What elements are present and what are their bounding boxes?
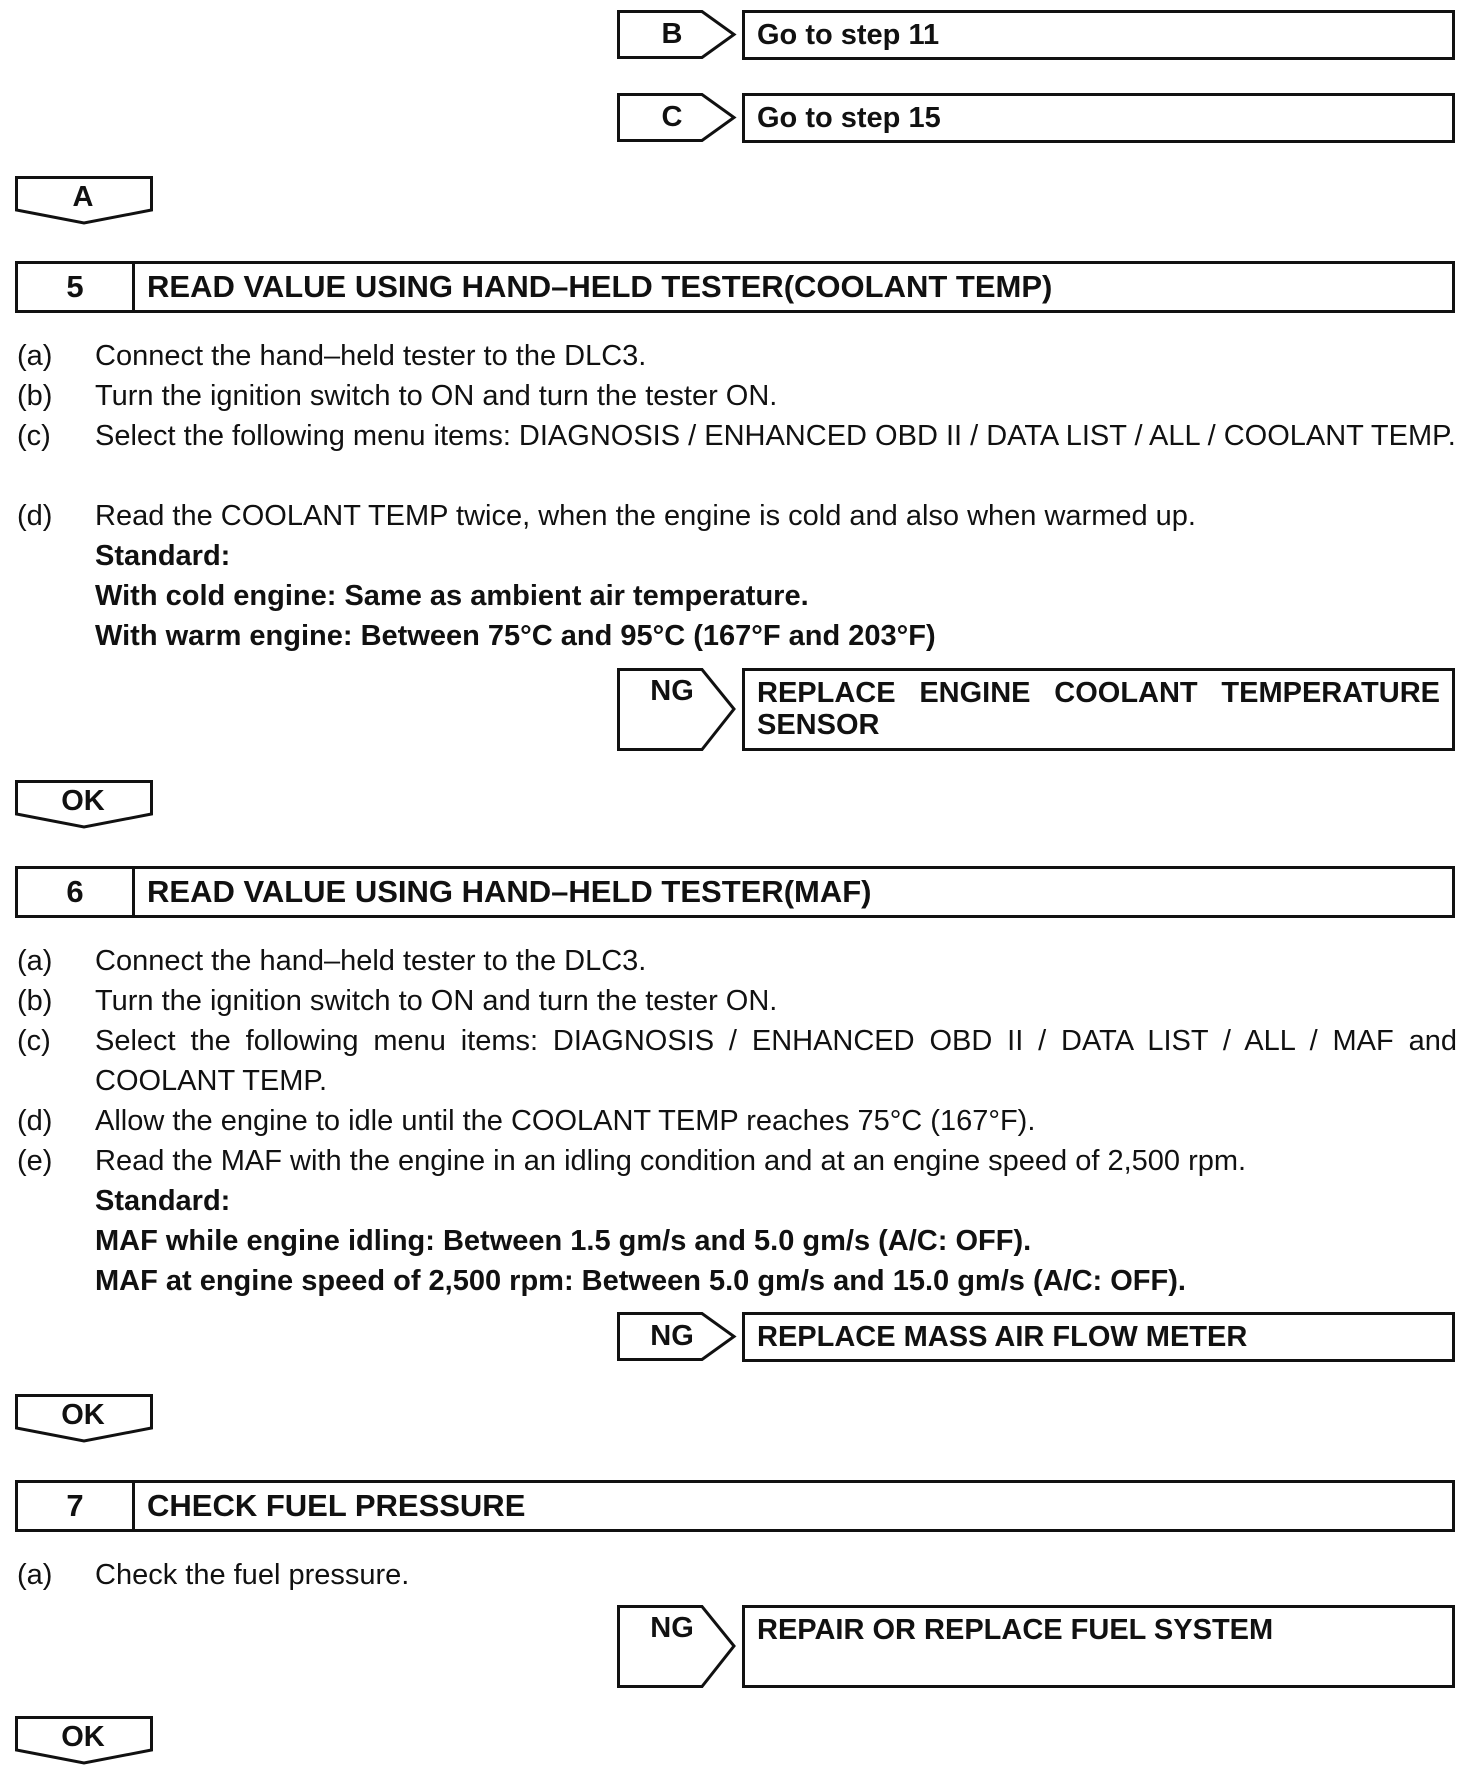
result-tag-label: B [661,18,683,50]
instruction-text: Turn the ignition switch to ON and turn the tester ON. [95,380,778,412]
step-number: 7 [18,1483,135,1529]
ng-result-box-step5 [742,668,1455,751]
result-box-go-to-step-15 [742,93,1455,143]
ng-tag-label: NG [650,675,694,707]
instruction-text: Turn the ignition switch to ON and turn the tester ON. [95,985,778,1017]
instruction-text: Read the MAF with the engine in an idling condition and at an engine speed of 2,500 rpm. [95,1145,1247,1177]
item-mark: (a) [17,1559,53,1591]
step-title: READ VALUE USING HAND–HELD TESTER(MAF) [147,874,872,909]
ng-tag-label: NG [650,1320,694,1352]
result-text: Go to step 11 [757,19,940,51]
item-mark: (c) [17,420,51,452]
ng-result-text: REPLACE MASS AIR FLOW METER [757,1321,1248,1353]
instruction-text: Connect the hand–held tester to the DLC3. [95,945,647,977]
result-box-go-to-step-11 [742,10,1455,60]
step-title: CHECK FUEL PRESSURE [147,1488,526,1523]
step-number: 6 [18,869,135,915]
standard-line: With warm engine: Between 75°C and 95°C (167°F and 203°F) [95,620,936,652]
instruction-text: Select the following menu items: DIAGNOSIS / ENHANCED OBD II / DATA LIST / ALL / COOLANT TEMP. [95,420,1456,452]
item-mark: (d) [17,500,53,532]
standard-label: Standard: [95,540,231,572]
item-mark: (a) [17,945,53,977]
step-number: 5 [18,264,135,310]
standard-line: With cold engine: Same as ambient air temperature. [95,580,809,612]
item-mark: (b) [17,985,53,1017]
ng-result-box-step7 [742,1605,1455,1688]
step-title: READ VALUE USING HAND–HELD TESTER(COOLANT TEMP) [147,269,1053,304]
item-mark: (e) [17,1145,53,1177]
instruction-text: Select the following menu items: DIAGNOSIS / ENHANCED OBD II / DATA LIST / ALL / MAF and COOLANT TEMP. [95,1025,1457,1097]
standard-label: Standard: [95,1185,231,1217]
step-header-6 [15,866,1455,918]
ng-result-box-step6 [742,1312,1455,1362]
item-mark: (d) [17,1105,53,1137]
step-header-5 [15,261,1455,313]
ng-tag-label: NG [650,1612,694,1644]
item-mark: (a) [17,340,53,372]
standard-line: MAF while engine idling: Between 1.5 gm/s and 5.0 gm/s (A/C: OFF). [95,1225,1032,1257]
continue-label: OK [61,1399,105,1431]
continue-label: OK [61,1721,105,1753]
continue-label: OK [61,785,105,817]
ng-result-text: REPLACE ENGINE COOLANT TEMPERATURE SENSOR [757,677,1440,741]
item-mark: (b) [17,380,53,412]
continue-label: A [72,181,94,213]
instruction-text: Allow the engine to idle until the COOLANT TEMP reaches 75°C (167°F). [95,1105,1036,1137]
item-mark: (c) [17,1025,51,1057]
ng-result-text: REPAIR OR REPLACE FUEL SYSTEM [757,1614,1274,1646]
result-text: Go to step 15 [757,102,941,134]
step-header-7 [15,1480,1455,1532]
instruction-text: Read the COOLANT TEMP twice, when the engine is cold and also when warmed up. [95,500,1196,532]
standard-line: MAF at engine speed of 2,500 rpm: Between 5.0 gm/s and 15.0 gm/s (A/C: OFF). [95,1265,1186,1297]
instruction-text: Check the fuel pressure. [95,1559,410,1591]
instruction-text: Connect the hand–held tester to the DLC3. [95,340,647,372]
result-tag-label: C [661,101,683,133]
